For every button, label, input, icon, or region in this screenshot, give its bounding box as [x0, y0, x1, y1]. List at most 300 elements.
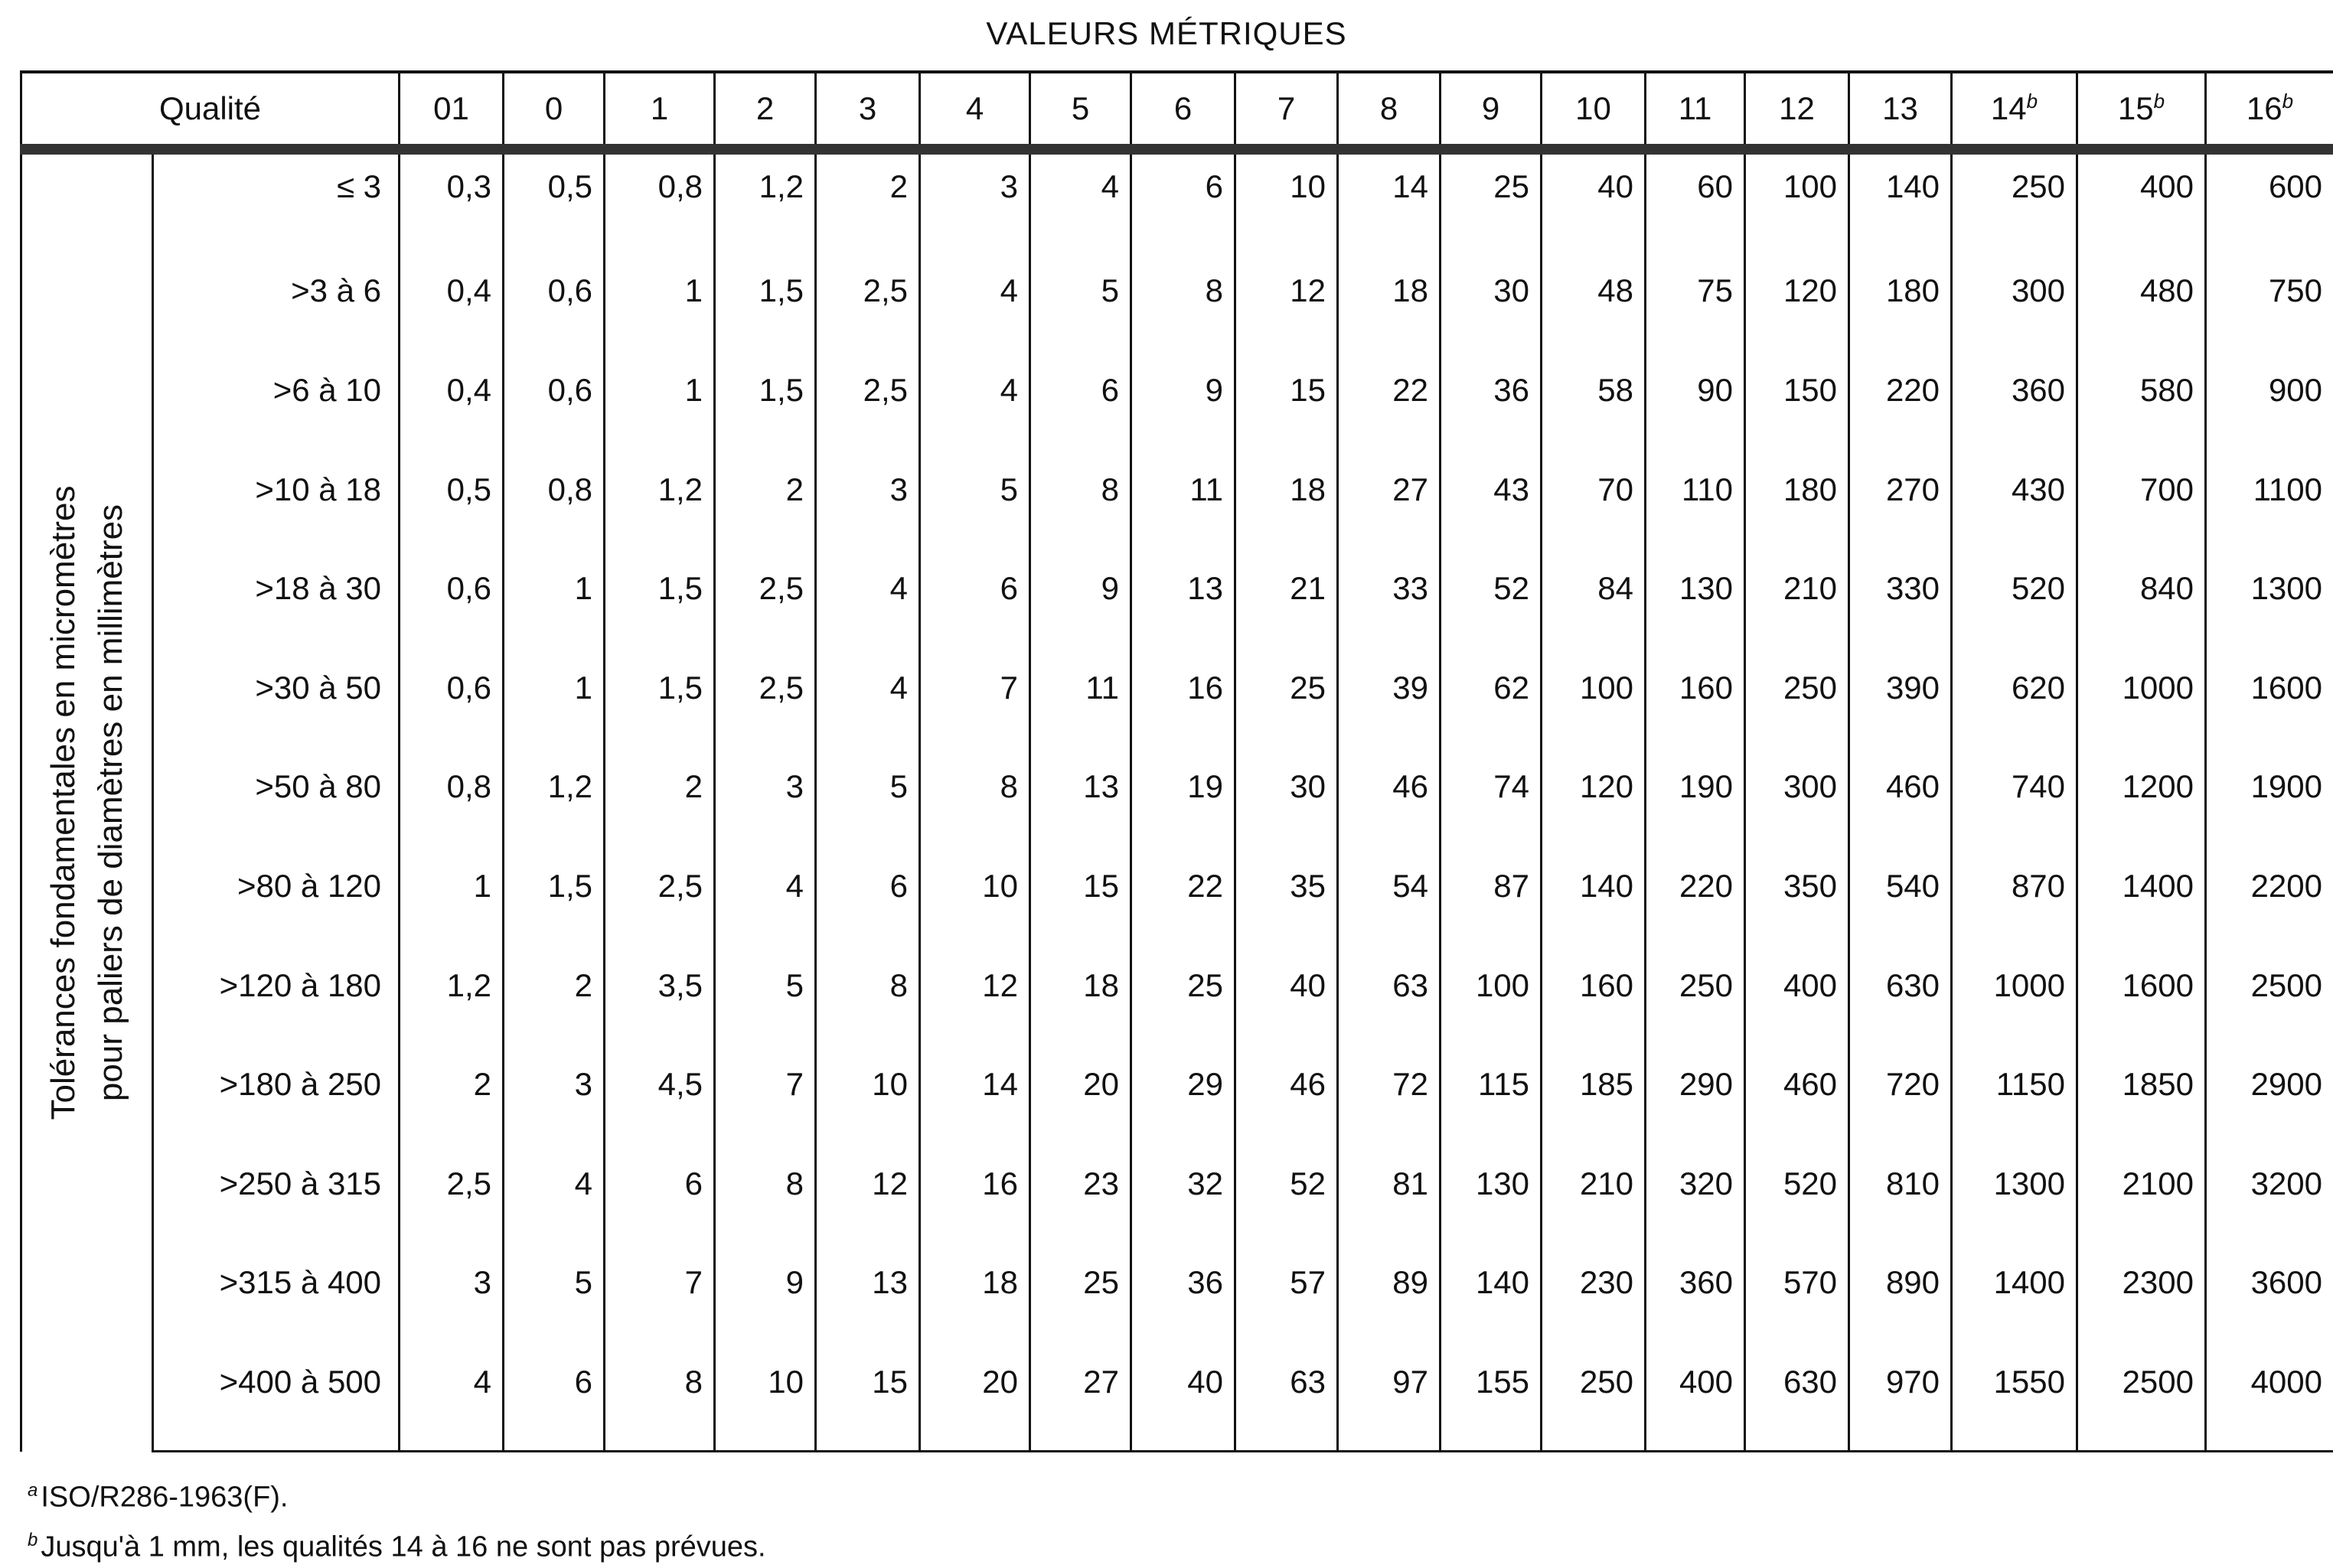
- quality-column-label: 10: [1575, 90, 1611, 126]
- tolerance-value-cell: 1,2: [605, 458, 715, 557]
- tolerance-value-cell: 62: [1441, 656, 1542, 755]
- tolerance-value-cell: 1,2: [504, 755, 605, 854]
- tolerance-value-cell: 3: [715, 755, 816, 854]
- tolerance-value-cell: 150: [1745, 358, 1849, 458]
- tolerance-value-cell: 25: [1030, 1250, 1131, 1350]
- tolerance-value-cell: 15: [1235, 358, 1338, 458]
- diameter-range-cell: >30 à 50: [153, 656, 400, 755]
- tolerance-value-cell: 40: [1542, 149, 1646, 259]
- quality-column-header: [816, 72, 920, 149]
- tolerance-value-cell: 57: [1235, 1250, 1338, 1350]
- diameter-range-cell: >18 à 30: [153, 556, 400, 656]
- tolerance-value-cell: 100: [1745, 149, 1849, 259]
- tolerance-value-cell: 18: [1030, 954, 1131, 1053]
- table-row: [21, 358, 2333, 458]
- tolerance-value-cell: 4: [400, 1350, 504, 1452]
- tolerance-value-cell: 36: [1131, 1250, 1235, 1350]
- tolerance-value-cell: 0,8: [504, 458, 605, 557]
- tolerance-value-cell: 25: [1441, 149, 1542, 259]
- tolerance-value-cell: 39: [1338, 656, 1441, 755]
- tolerance-value-cell: 540: [1849, 854, 1952, 954]
- tolerance-value-cell: 43: [1441, 458, 1542, 557]
- tolerance-value-cell: 35: [1235, 854, 1338, 954]
- tolerance-value-cell: 10: [715, 1350, 816, 1452]
- tolerance-value-cell: 0,5: [400, 458, 504, 557]
- tolerance-value-cell: 600: [2206, 149, 2333, 259]
- tolerance-value-cell: 14: [920, 1052, 1030, 1152]
- footnote: [28, 1469, 766, 1519]
- tolerance-value-cell: 400: [1745, 954, 1849, 1053]
- tolerance-value-cell: 84: [1542, 556, 1646, 656]
- tolerance-value-cell: 0,6: [504, 259, 605, 358]
- tolerance-value-cell: 220: [1646, 854, 1745, 954]
- tolerance-value-cell: 4: [715, 854, 816, 954]
- tolerance-value-cell: 8: [715, 1152, 816, 1251]
- quality-column-header: [1030, 72, 1131, 149]
- tolerance-value-cell: 4: [920, 358, 1030, 458]
- quality-column-header: [715, 72, 816, 149]
- tolerance-value-cell: 10: [920, 854, 1030, 954]
- diameter-range-cell: >3 à 6: [153, 259, 400, 358]
- quality-column-header: [2077, 72, 2206, 149]
- tolerance-value-cell: 0,6: [400, 656, 504, 755]
- quality-column-header: [1849, 72, 1952, 149]
- tolerance-value-cell: 6: [816, 854, 920, 954]
- tolerance-value-cell: 1000: [2077, 656, 2206, 755]
- tolerance-value-cell: 290: [1646, 1052, 1745, 1152]
- tolerance-value-cell: 140: [1441, 1250, 1542, 1350]
- tolerance-table: [20, 70, 2333, 1452]
- tolerance-value-cell: 2: [504, 954, 605, 1053]
- tolerance-value-cell: 270: [1849, 458, 1952, 557]
- tolerance-value-cell: 630: [1745, 1350, 1849, 1452]
- tolerance-value-cell: 7: [920, 656, 1030, 755]
- tolerance-value-cell: 27: [1338, 458, 1441, 557]
- tolerance-value-cell: 0,8: [605, 149, 715, 259]
- tolerance-value-cell: 2: [400, 1052, 504, 1152]
- tolerance-value-cell: 46: [1338, 755, 1441, 854]
- tolerance-value-cell: 22: [1338, 358, 1441, 458]
- tolerance-value-cell: 700: [2077, 458, 2206, 557]
- tolerance-value-cell: 7: [715, 1052, 816, 1152]
- tolerance-value-cell: 890: [1849, 1250, 1952, 1350]
- quality-column-header: [400, 72, 504, 149]
- tolerance-value-cell: 90: [1646, 358, 1745, 458]
- tolerance-value-cell: 360: [1952, 358, 2077, 458]
- tolerance-value-cell: 2: [605, 755, 715, 854]
- quality-column-header: [1646, 72, 1745, 149]
- tolerance-value-cell: 160: [1542, 954, 1646, 1053]
- tolerance-value-cell: 1400: [2077, 854, 2206, 954]
- quality-column-label: 8: [1380, 90, 1398, 126]
- tolerance-value-cell: 36: [1441, 358, 1542, 458]
- footnote-marker: b: [2154, 90, 2165, 112]
- tolerance-value-cell: 140: [1542, 854, 1646, 954]
- tolerance-value-cell: 2,5: [816, 358, 920, 458]
- quality-column-label: 3: [859, 90, 876, 126]
- tolerance-value-cell: 5: [715, 954, 816, 1053]
- tolerance-value-cell: 570: [1745, 1250, 1849, 1350]
- quality-column-header: [605, 72, 715, 149]
- quality-column-label: 5: [1072, 90, 1089, 126]
- table-row: [21, 854, 2333, 954]
- diameter-range-cell: >6 à 10: [153, 358, 400, 458]
- tolerance-value-cell: 4000: [2206, 1350, 2333, 1452]
- tolerance-value-cell: 190: [1646, 755, 1745, 854]
- tolerance-value-cell: 2500: [2206, 954, 2333, 1053]
- tolerance-value-cell: 1: [605, 358, 715, 458]
- tolerance-value-cell: 1,2: [400, 954, 504, 1053]
- tolerance-value-cell: 130: [1646, 556, 1745, 656]
- tolerance-value-cell: 1100: [2206, 458, 2333, 557]
- tolerance-value-cell: 1,5: [605, 656, 715, 755]
- tolerance-value-cell: 18: [920, 1250, 1030, 1350]
- tolerance-value-cell: 46: [1235, 1052, 1338, 1152]
- tolerance-value-cell: 1: [400, 854, 504, 954]
- tolerance-value-cell: 4: [816, 556, 920, 656]
- header-row: [21, 72, 2333, 149]
- tolerance-value-cell: 30: [1441, 259, 1542, 358]
- quality-column-label: 01: [433, 90, 469, 126]
- tolerance-value-cell: 1000: [1952, 954, 2077, 1053]
- tolerance-value-cell: 0,5: [504, 149, 605, 259]
- tolerance-value-cell: 6: [1131, 149, 1235, 259]
- tolerance-value-cell: 16: [920, 1152, 1030, 1251]
- tolerance-value-cell: 2,5: [816, 259, 920, 358]
- quality-column-header: [1441, 72, 1542, 149]
- quality-column-label: 9: [1482, 90, 1499, 126]
- tolerance-value-cell: 5: [920, 458, 1030, 557]
- tolerance-value-cell: 0,6: [504, 358, 605, 458]
- tolerance-value-cell: 2,5: [605, 854, 715, 954]
- quality-column-header: [1338, 72, 1441, 149]
- quality-column-header: [1235, 72, 1338, 149]
- footnotes: [28, 1469, 766, 1568]
- tolerance-value-cell: 1,5: [504, 854, 605, 954]
- tolerance-value-cell: 40: [1131, 1350, 1235, 1452]
- quality-column-label: 2: [756, 90, 774, 126]
- tolerance-value-cell: 250: [1952, 149, 2077, 259]
- tolerance-value-cell: 2,5: [715, 556, 816, 656]
- tolerance-value-cell: 12: [816, 1152, 920, 1251]
- tolerance-value-cell: 390: [1849, 656, 1952, 755]
- quality-column-label: 12: [1779, 90, 1815, 126]
- page-title: VALEURS MÉTRIQUES: [0, 11, 2333, 57]
- tolerance-value-cell: 250: [1542, 1350, 1646, 1452]
- footnote-text: ISO/R286-1963(F).: [41, 1482, 288, 1514]
- tolerance-value-cell: 6: [1030, 358, 1131, 458]
- tolerance-value-cell: 89: [1338, 1250, 1441, 1350]
- table-row: [21, 259, 2333, 358]
- tolerance-value-cell: 0,8: [400, 755, 504, 854]
- tolerance-value-cell: 3: [504, 1052, 605, 1152]
- tolerance-value-cell: 52: [1441, 556, 1542, 656]
- quality-column-label: 14: [1991, 90, 2027, 126]
- diameter-range-cell: >250 à 315: [153, 1152, 400, 1251]
- tolerance-value-cell: 250: [1745, 656, 1849, 755]
- tolerance-value-cell: 840: [2077, 556, 2206, 656]
- tolerance-value-cell: 900: [2206, 358, 2333, 458]
- tolerance-value-cell: 400: [1646, 1350, 1745, 1452]
- quality-column-header: [504, 72, 605, 149]
- tolerance-value-cell: 1400: [1952, 1250, 2077, 1350]
- quality-column-header: [920, 72, 1030, 149]
- tolerance-value-cell: 740: [1952, 755, 2077, 854]
- tolerance-value-cell: 1300: [2206, 556, 2333, 656]
- tolerance-value-cell: 29: [1131, 1052, 1235, 1152]
- tolerance-value-cell: 520: [1952, 556, 2077, 656]
- footnote-marker: b: [2282, 90, 2293, 112]
- tolerance-value-cell: 6: [605, 1152, 715, 1251]
- tolerance-value-cell: 30: [1235, 755, 1338, 854]
- tolerance-value-cell: 3: [920, 149, 1030, 259]
- diameter-range-cell: >315 à 400: [153, 1250, 400, 1350]
- table-row: [21, 656, 2333, 755]
- tolerance-value-cell: 16: [1131, 656, 1235, 755]
- tolerance-value-cell: 8: [816, 954, 920, 1053]
- tolerance-value-cell: 4,5: [605, 1052, 715, 1152]
- tolerance-value-cell: 210: [1745, 556, 1849, 656]
- tolerance-value-cell: 360: [1646, 1250, 1745, 1350]
- tolerance-value-cell: 140: [1849, 149, 1952, 259]
- tolerance-value-cell: 25: [1235, 656, 1338, 755]
- tolerance-value-cell: 4: [816, 656, 920, 755]
- tolerance-value-cell: 2,5: [400, 1152, 504, 1251]
- tolerance-value-cell: 14: [1338, 149, 1441, 259]
- tolerance-value-cell: 1,2: [715, 149, 816, 259]
- tolerance-value-cell: 220: [1849, 358, 1952, 458]
- quality-column-label: 4: [966, 90, 984, 126]
- tolerance-value-cell: 75: [1646, 259, 1745, 358]
- tolerance-value-cell: 3: [816, 458, 920, 557]
- tolerance-value-cell: 2500: [2077, 1350, 2206, 1452]
- tolerance-value-cell: 2900: [2206, 1052, 2333, 1152]
- tolerance-value-cell: 2,5: [715, 656, 816, 755]
- tolerance-value-cell: 3,5: [605, 954, 715, 1053]
- tolerance-value-cell: 0,4: [400, 259, 504, 358]
- footnote-mark: a: [28, 1480, 38, 1501]
- tolerance-value-cell: 210: [1542, 1152, 1646, 1251]
- tolerance-value-cell: 8: [605, 1350, 715, 1452]
- tolerance-value-cell: 580: [2077, 358, 2206, 458]
- tolerance-value-cell: 32: [1131, 1152, 1235, 1251]
- quality-column-header: [1745, 72, 1849, 149]
- tolerance-value-cell: 4: [504, 1152, 605, 1251]
- tolerance-value-cell: 12: [920, 954, 1030, 1053]
- tolerance-value-cell: 87: [1441, 854, 1542, 954]
- tolerance-value-cell: 74: [1441, 755, 1542, 854]
- tolerance-value-cell: 350: [1745, 854, 1849, 954]
- tolerance-value-cell: 0,3: [400, 149, 504, 259]
- tolerance-value-cell: 1550: [1952, 1350, 2077, 1452]
- tolerance-value-cell: 430: [1952, 458, 2077, 557]
- tolerance-value-cell: 2: [816, 149, 920, 259]
- tolerance-value-cell: 300: [1952, 259, 2077, 358]
- tolerance-value-cell: 4: [920, 259, 1030, 358]
- tolerance-value-cell: 10: [1235, 149, 1338, 259]
- tolerance-value-cell: 63: [1338, 954, 1441, 1053]
- tolerance-value-cell: 970: [1849, 1350, 1952, 1452]
- tolerance-value-cell: 23: [1030, 1152, 1131, 1251]
- tolerance-value-cell: 400: [2077, 149, 2206, 259]
- tolerance-value-cell: 750: [2206, 259, 2333, 358]
- tolerance-value-cell: 72: [1338, 1052, 1441, 1152]
- row-group-label: [40, 486, 135, 1120]
- tolerance-value-cell: 480: [2077, 259, 2206, 358]
- tolerance-value-cell: 1,5: [715, 259, 816, 358]
- footnote-mark: b: [28, 1530, 38, 1550]
- tolerance-value-cell: 2100: [2077, 1152, 2206, 1251]
- tolerance-value-cell: 810: [1849, 1152, 1952, 1251]
- tolerance-value-cell: 18: [1338, 259, 1441, 358]
- tolerance-value-cell: 1,5: [715, 358, 816, 458]
- tolerance-value-cell: 13: [816, 1250, 920, 1350]
- quality-column-header: [1952, 72, 2077, 149]
- tolerance-value-cell: 6: [920, 556, 1030, 656]
- tolerance-value-cell: 5: [816, 755, 920, 854]
- tolerance-value-cell: 1,5: [605, 556, 715, 656]
- quality-column-label: 1: [651, 90, 668, 126]
- tolerance-value-cell: 3600: [2206, 1250, 2333, 1350]
- tolerance-value-cell: 620: [1952, 656, 2077, 755]
- tolerance-value-cell: 250: [1646, 954, 1745, 1053]
- tolerance-value-cell: 2: [715, 458, 816, 557]
- tolerance-value-cell: 720: [1849, 1052, 1952, 1152]
- tolerance-value-cell: 1: [504, 556, 605, 656]
- tolerance-value-cell: 2200: [2206, 854, 2333, 954]
- tolerance-value-cell: 54: [1338, 854, 1441, 954]
- footnote-marker: b: [2027, 90, 2038, 112]
- tolerance-value-cell: 180: [1849, 259, 1952, 358]
- tolerance-value-cell: 1850: [2077, 1052, 2206, 1152]
- tolerance-value-cell: 3200: [2206, 1152, 2333, 1251]
- tolerance-value-cell: 0,6: [400, 556, 504, 656]
- tolerance-value-cell: 100: [1441, 954, 1542, 1053]
- table-row: [21, 556, 2333, 656]
- diameter-range-cell: >400 à 500: [153, 1350, 400, 1452]
- quality-column-label: 7: [1277, 90, 1295, 126]
- table-row: [21, 1350, 2333, 1452]
- tolerance-value-cell: 3: [400, 1250, 504, 1350]
- tolerance-value-cell: 11: [1030, 656, 1131, 755]
- tolerance-value-cell: 19: [1131, 755, 1235, 854]
- tolerance-value-cell: 40: [1235, 954, 1338, 1053]
- table-row: [21, 1152, 2333, 1251]
- tolerance-value-cell: 330: [1849, 556, 1952, 656]
- tolerance-value-cell: 11: [1131, 458, 1235, 557]
- tolerance-value-cell: 60: [1646, 149, 1745, 259]
- tolerance-value-cell: 1: [504, 656, 605, 755]
- tolerance-value-cell: 155: [1441, 1350, 1542, 1452]
- table-row: [21, 1250, 2333, 1350]
- tolerance-value-cell: 230: [1542, 1250, 1646, 1350]
- diameter-range-cell: ≤ 3: [153, 149, 400, 259]
- tolerance-value-cell: 870: [1952, 854, 2077, 954]
- tolerance-value-cell: 52: [1235, 1152, 1338, 1251]
- footnote: [28, 1519, 766, 1568]
- quality-header: Qualité: [21, 72, 400, 149]
- tolerance-value-cell: 18: [1235, 458, 1338, 557]
- tolerance-value-cell: 8: [1030, 458, 1131, 557]
- tolerance-value-cell: 1150: [1952, 1052, 2077, 1152]
- diameter-range-cell: >10 à 18: [153, 458, 400, 557]
- tolerance-value-cell: 5: [1030, 259, 1131, 358]
- tolerance-value-cell: 70: [1542, 458, 1646, 557]
- table-row: [21, 1052, 2333, 1152]
- tolerance-value-cell: 20: [920, 1350, 1030, 1452]
- row-group-label-line: Tolérances fondamentales en micromètres: [40, 486, 87, 1120]
- tolerance-value-cell: 9: [1131, 358, 1235, 458]
- tolerance-value-cell: 8: [1131, 259, 1235, 358]
- table-row: [21, 458, 2333, 557]
- quality-column-label: 13: [1882, 90, 1918, 126]
- tolerance-value-cell: 8: [920, 755, 1030, 854]
- tolerance-value-cell: 460: [1745, 1052, 1849, 1152]
- diameter-range-cell: >120 à 180: [153, 954, 400, 1053]
- quality-column-label: 11: [1679, 90, 1712, 126]
- tolerance-value-cell: 115: [1441, 1052, 1542, 1152]
- tolerance-value-cell: 1900: [2206, 755, 2333, 854]
- tolerance-value-cell: 13: [1131, 556, 1235, 656]
- footnote-text: Jusqu'à 1 mm, les qualités 14 à 16 ne sont pas prévues.: [41, 1531, 765, 1563]
- tolerance-value-cell: 1200: [2077, 755, 2206, 854]
- tolerance-value-cell: 300: [1745, 755, 1849, 854]
- diameter-range-cell: >80 à 120: [153, 854, 400, 954]
- tolerance-value-cell: 15: [816, 1350, 920, 1452]
- tolerance-value-cell: 81: [1338, 1152, 1441, 1251]
- quality-column-label: 15: [2118, 90, 2154, 126]
- tolerance-value-cell: 48: [1542, 259, 1646, 358]
- tolerance-value-cell: 130: [1441, 1152, 1542, 1251]
- tolerance-value-cell: 1: [605, 259, 715, 358]
- tolerance-value-cell: 2300: [2077, 1250, 2206, 1350]
- row-group-label-cell: [21, 149, 153, 1452]
- diameter-range-cell: >50 à 80: [153, 755, 400, 854]
- quality-column-label: 6: [1174, 90, 1192, 126]
- tolerance-value-cell: 27: [1030, 1350, 1131, 1452]
- tolerance-value-cell: 5: [504, 1250, 605, 1350]
- tolerance-value-cell: 0,4: [400, 358, 504, 458]
- tolerance-value-cell: 15: [1030, 854, 1131, 954]
- tolerance-value-cell: 520: [1745, 1152, 1849, 1251]
- tolerance-value-cell: 320: [1646, 1152, 1745, 1251]
- tolerance-value-cell: 63: [1235, 1350, 1338, 1452]
- tolerance-value-cell: 4: [1030, 149, 1131, 259]
- quality-column-label: 16: [2247, 90, 2282, 126]
- tolerance-value-cell: 21: [1235, 556, 1338, 656]
- tolerance-value-cell: 1600: [2206, 656, 2333, 755]
- tolerance-value-cell: 110: [1646, 458, 1745, 557]
- tolerance-value-cell: 460: [1849, 755, 1952, 854]
- tolerance-value-cell: 7: [605, 1250, 715, 1350]
- quality-column-label: 0: [545, 90, 563, 126]
- tolerance-value-cell: 630: [1849, 954, 1952, 1053]
- tolerance-value-cell: 1600: [2077, 954, 2206, 1053]
- table-row: [21, 755, 2333, 854]
- quality-column-header: [1542, 72, 1646, 149]
- tolerance-value-cell: 22: [1131, 854, 1235, 954]
- tolerance-value-cell: 10: [816, 1052, 920, 1152]
- tolerance-value-cell: 9: [1030, 556, 1131, 656]
- tolerance-value-cell: 33: [1338, 556, 1441, 656]
- tolerance-value-cell: 180: [1745, 458, 1849, 557]
- tolerance-value-cell: 9: [715, 1250, 816, 1350]
- tolerance-value-cell: 13: [1030, 755, 1131, 854]
- tolerance-value-cell: 58: [1542, 358, 1646, 458]
- tolerance-value-cell: 1300: [1952, 1152, 2077, 1251]
- quality-column-header: [1131, 72, 1235, 149]
- tolerance-value-cell: 120: [1745, 259, 1849, 358]
